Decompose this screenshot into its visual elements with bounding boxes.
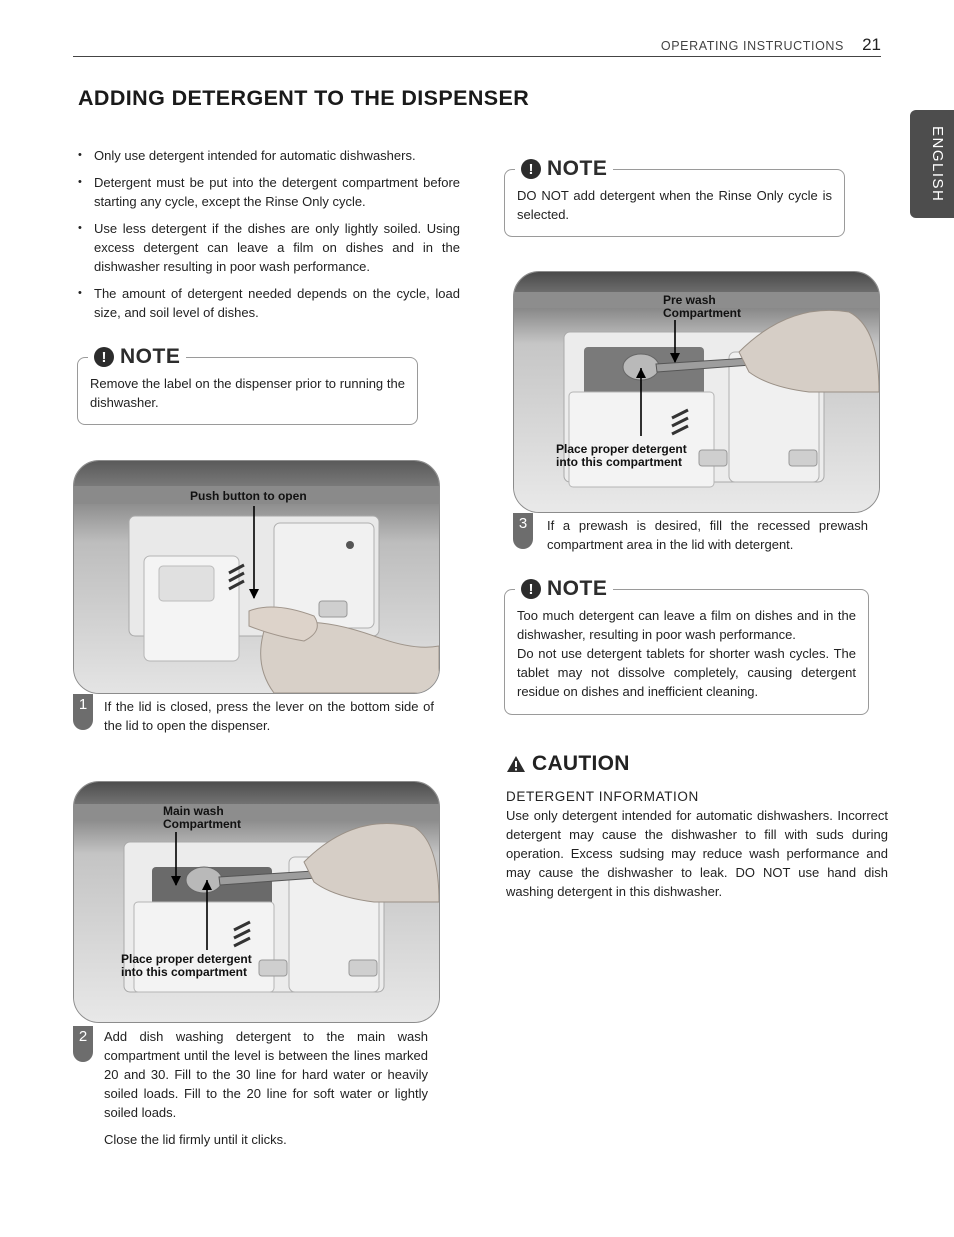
note-heading (515, 155, 613, 183)
photo-step-1 (73, 460, 440, 694)
bullet-item: • Use less detergent if the dishes are only lightly soiled. Using excess detergent can leave a film on dishes and in the dishwasher resulting in poor wash performance. (78, 219, 460, 276)
photo-step-2 (73, 781, 440, 1023)
note-box-too-much-detergent (504, 577, 869, 715)
exclamation-icon: ! (94, 347, 114, 367)
callout-line: into this compartment (121, 965, 248, 979)
note-box-rinse-only (504, 157, 845, 237)
step-number-1: 1 (73, 694, 93, 730)
note-box-label (77, 345, 418, 425)
callout-line: Place proper detergent (121, 952, 252, 966)
callout-line: into this compartment (556, 455, 683, 469)
instruction-bullets (78, 146, 460, 330)
language-tab (910, 110, 954, 218)
callout-main-wash (163, 805, 241, 831)
note-word: NOTE (547, 157, 608, 180)
callout-line: Compartment (663, 306, 742, 320)
exclamation-icon: ! (521, 159, 541, 179)
callout-line: Place proper detergent (556, 442, 687, 456)
caution-heading (506, 752, 630, 776)
note-text (517, 606, 856, 701)
caution-word: CAUTION (532, 752, 630, 775)
note-word: NOTE (547, 577, 608, 600)
main-wash-illustration (74, 782, 439, 1022)
callout-line: Main wash (163, 804, 224, 818)
note-text-line: Too much detergent can leave a film on dishes and in the dishwasher, resulting in poor wash performance. (517, 608, 856, 642)
callout-place-detergent (556, 443, 687, 469)
header-divider (73, 56, 881, 57)
page-number: 21 (862, 35, 881, 54)
language-tab-label: ENGLISH (929, 125, 946, 203)
header-section-title: OPERATING INSTRUCTIONS (660, 39, 844, 53)
warning-triangle-icon (506, 755, 526, 773)
bullet-item: • Only use detergent intended for automatic dishwashers. (78, 146, 460, 165)
step-2-text-close: Close the lid firmly until it clicks. (104, 1132, 287, 1147)
step-1-text: If the lid is closed, press the lever on the bottom side of the lid to open the dispenser. (104, 699, 434, 733)
note-heading (515, 575, 613, 603)
note-heading (88, 343, 186, 371)
note-word: NOTE (120, 345, 181, 368)
callout-place-detergent (121, 953, 252, 979)
callout-line: Pre wash (663, 293, 716, 307)
detergent-information-title: DETERGENT INFORMATION (506, 789, 699, 804)
exclamation-icon: ! (521, 579, 541, 599)
page-title: ADDING DETERGENT TO THE DISPENSER (78, 86, 530, 110)
callout-line: Compartment (163, 817, 242, 831)
note-text: DO NOT add detergent when the Rinse Only cycle is selected. (517, 188, 832, 222)
callout-push-button: Push button to open (190, 489, 307, 503)
note-text: Remove the label on the dispenser prior to running the dishwasher. (90, 376, 405, 410)
photo-step-3 (513, 271, 880, 513)
step-number-3: 3 (513, 513, 533, 549)
step-number-2: 2 (73, 1026, 93, 1062)
callout-pre-wash (663, 294, 741, 320)
step-3-text: If a prewash is desired, fill the recessed prewash compartment area in the lid with detergent. (547, 518, 868, 552)
note-text-line: Do not use detergent tablets for shorter wash cycles. The tablet may not dissolve completely, causing detergent residue on dishes and inefficient cleaning. (517, 646, 856, 699)
caution-text: Use only detergent intended for automatic dishwashers. Incorrect detergent may cause the dishwasher to fill with suds during operation. Excess sudsing may reduce wash performance and may cause the dishwasher to leak. DO NOT use hand dish washing detergent in this dishwasher. (506, 808, 888, 899)
bullet-item: • Detergent must be put into the detergent compartment before starting any cycle, except the Rinse Only cycle. (78, 173, 460, 211)
bullet-item: • The amount of detergent needed depends on the cycle, load size, and soil level of dishes. (78, 284, 460, 322)
step-2-text: Add dish washing detergent to the main wash compartment until the level is between the lines marked 20 and 30. Fill to the 30 line for hard water or heavily soiled loads. Fill to the 20 line for soft water or lightly soiled loads. (104, 1029, 428, 1120)
